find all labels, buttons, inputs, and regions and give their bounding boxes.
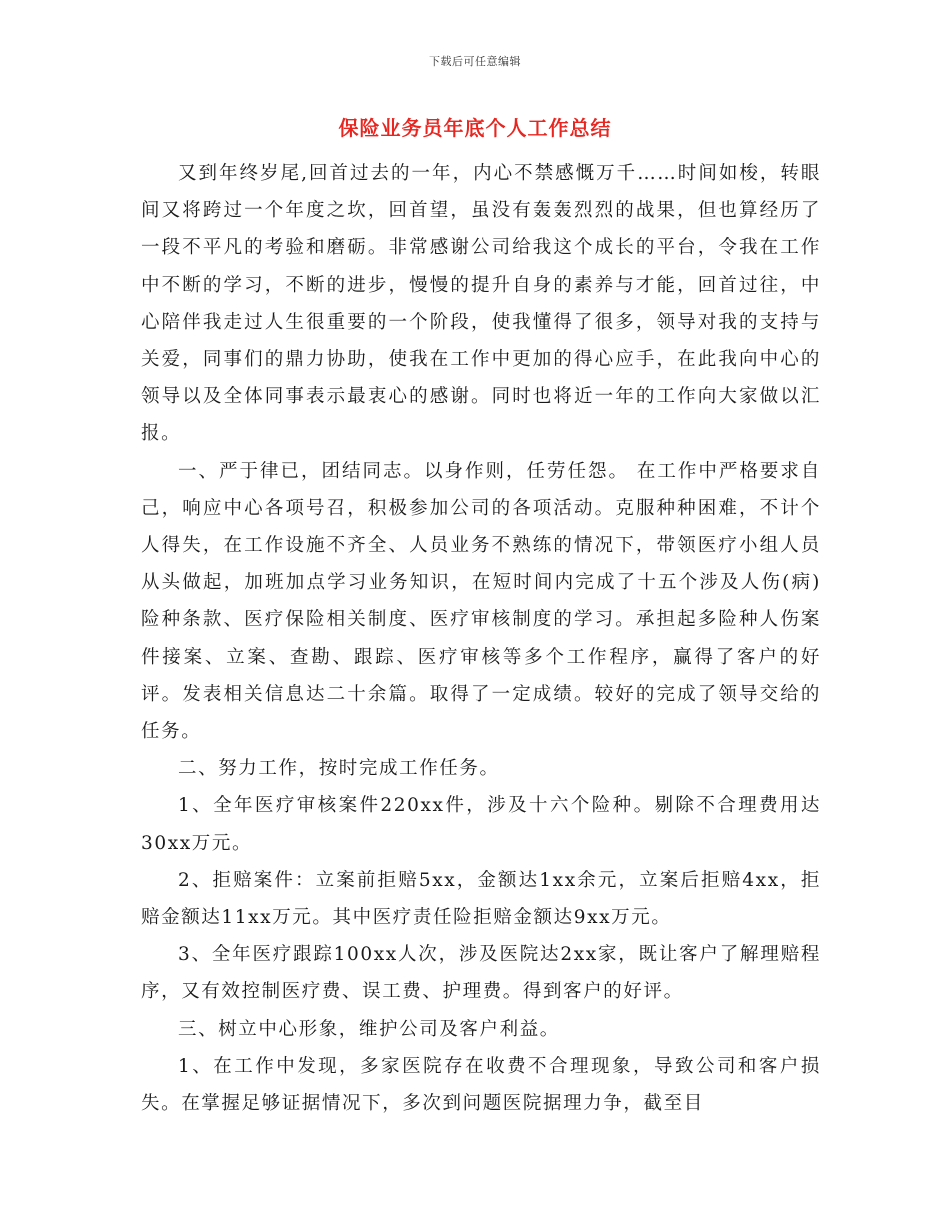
paragraph-intro: 又到年终岁尾,回首过去的一年，内心不禁感慨万千……时间如梭，转眼间又将跨过一个年度之坎，回首望，虽没有轰轰烈烈的战果，但也算经历了一段不平凡的考验和磨砺。非常感谢公司给我这个成长的平台，令我在工作中不断的学习，不断的进步，慢慢的提升自身的素养与才能，回首过往，中心陪伴我走过人生很重要的一个阶段，使我懂得了很多，领导对我的支持与关爱，同事们的鼎力协助，使我在工作中更加的得心应手，在此我向中心的领导以及全体同事表示最衷心的感谢。同时也将近一年的工作向大家做以汇报。 — [141, 163, 821, 445]
paragraph-section-3-heading: 三、树立中心形象，维护公司及客户利益。 — [178, 1018, 560, 1040]
paragraph-item-2-3: 3、全年医疗跟踪100xx人次，涉及医院达2xx家，既让客户了解理赔程序，又有效控制医疗费、误工费、护理费。得到客户的好评。 — [141, 944, 821, 1003]
document-body — [141, 155, 821, 1122]
paragraph-section-2-heading: 二、努力工作，按时完成工作任务。 — [178, 758, 500, 780]
document-title: 保险业务员年底个人工作总结 — [338, 116, 612, 140]
paragraph-item-3-1: 1、在工作中发现，多家医院存在收费不合理现象，导致公司和客户损失。在掌握足够证据情况下，多次到问题医院据理力争，截至目 — [141, 1055, 821, 1115]
header-note: 下载后可任意编辑 — [429, 55, 521, 68]
paragraph-section-1: 一、严于律已，团结同志。以身作则，任劳任怨。 在工作中严格要求自己，响应中心各项号召，积极参加公司的各项活动。克服种种困难，不计个人得失，在工作设施不齐全、人员业务不熟练的情况下，带领医疗小组人员从头做起，加班加点学习业务知识，在短时间内完成了十五个涉及人伤(病)险种条款、医疗保险相关制度、医疗审核制度的学习。承担起多险种人伤案件接案、立案、查勘、跟踪、医疗审核等多个工作程序，赢得了客户的好评。发表相关信息达二十余篇。取得了一定成绩。较好的完成了领导交给的任务。 — [141, 460, 821, 743]
paragraph-item-2-1: 1、全年医疗审核案件220xx件，涉及十六个险种。剔除不合理费用达30xx万元。 — [141, 795, 821, 854]
paragraph-item-2-2: 2、拒赔案件：立案前拒赔5xx，金额达1xx余元，立案后拒赔4xx，拒赔金额达11xx万元。其中医疗责任险拒赔金额达9xx万元。 — [141, 869, 821, 929]
